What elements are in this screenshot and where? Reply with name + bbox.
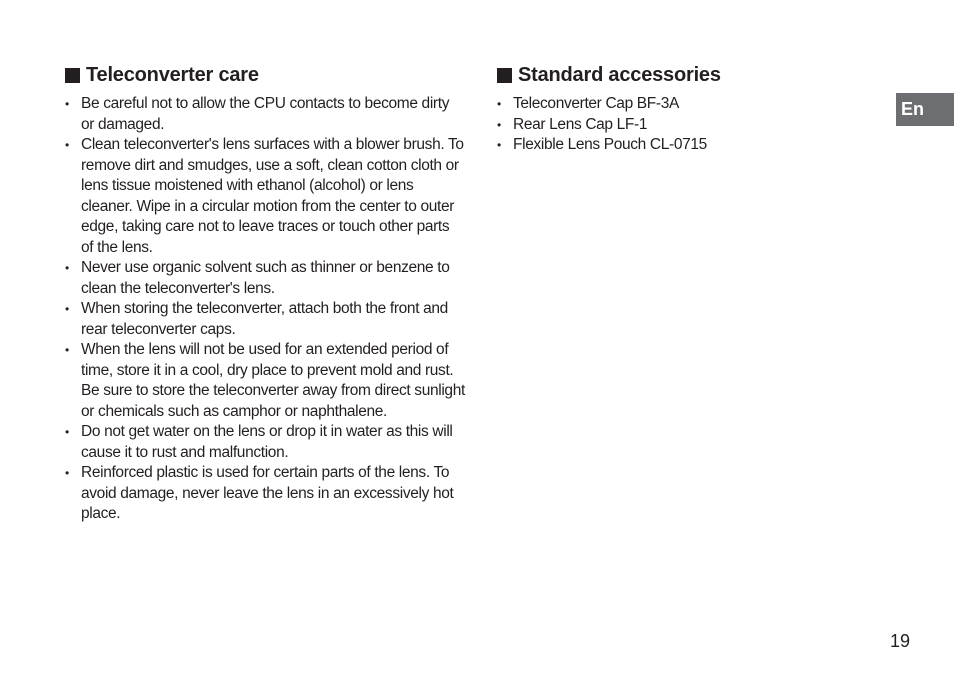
list-item: • Do not get water on the lens or drop it in water as this will cause it to rust and malfunction. <box>65 423 453 461</box>
list-item: • Clean teleconverter's lens surfaces with a blower brush. To remove dirt and smudges, use a soft, clean cotton cloth or lens tissue moistened with ethanol (alcohol) or lens cleaner. Wipe in a circular motion from the center to outer edge, taking care not to leave traces or touch other parts of the lens. <box>65 136 464 256</box>
bullet-icon: • <box>65 343 69 357</box>
list-item: • When storing the teleconverter, attach both the front and rear teleconverter caps. <box>65 300 448 338</box>
bullet-icon: • <box>497 97 501 111</box>
language-tab: En <box>896 93 954 126</box>
list-item: • Reinforced plastic is used for certain parts of the lens. To avoid damage, never leave the lens in an excessively hot place. <box>65 464 454 522</box>
bullet-icon: • <box>497 117 501 132</box>
teleconverter-care-list <box>65 94 465 525</box>
bullet-icon: • <box>65 302 69 316</box>
list-item: • Flexible Lens Pouch CL-0715 <box>497 135 797 156</box>
black-square-icon <box>497 68 512 83</box>
standard-accessories-section <box>497 62 797 156</box>
black-square-icon <box>65 68 80 83</box>
page-number: 19 <box>890 631 911 651</box>
list-item: • When the lens will not be used for an extended period of time, store it in a cool, dry place to prevent mold and rust. Be sure to store the teleconverter away from direct sunlight or chemicals such as camphor or naphthalene. <box>65 341 465 420</box>
list-item: • Be careful not to allow the CPU contacts to become dirty or damaged. <box>65 95 450 133</box>
list-item: • Never use organic solvent such as thinner or benzene to clean the teleconverter's lens. <box>65 259 450 297</box>
bullet-icon: • <box>65 138 69 152</box>
bullet-icon: • <box>497 138 501 152</box>
bullet-icon: • <box>65 261 69 275</box>
teleconverter-care-title: Teleconverter care <box>86 64 259 86</box>
list-item: • Rear Lens Cap LF-1 <box>497 115 797 136</box>
teleconverter-care-section <box>65 62 465 525</box>
standard-accessories-list <box>497 94 797 156</box>
teleconverter-care-heading <box>65 62 465 88</box>
bullet-icon: • <box>65 466 69 480</box>
standard-accessories-title: Standard accessories <box>518 64 721 86</box>
bullet-icon: • <box>65 425 69 439</box>
standard-accessories-heading <box>497 62 797 88</box>
bullet-icon: • <box>65 97 69 111</box>
list-item: • Teleconverter Cap BF-3A <box>497 94 797 115</box>
